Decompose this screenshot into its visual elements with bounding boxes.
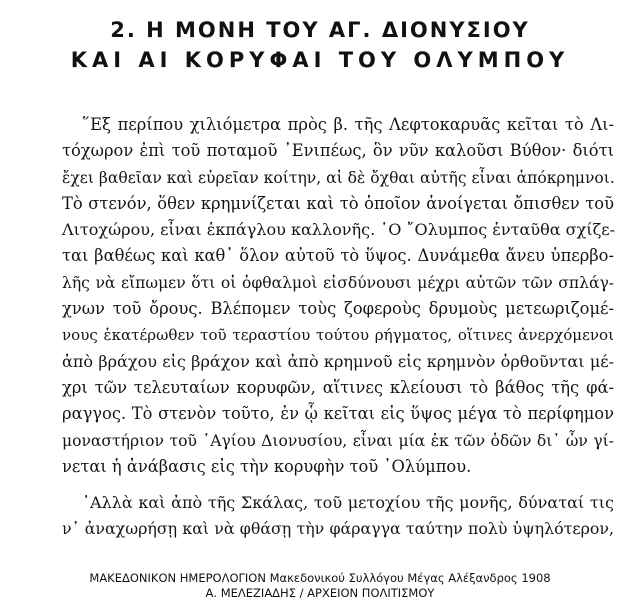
text-line: ραγγος. Τὸ στενὸν τοῦτο, ἐν ᾧ κεῖται εἰς ὕψος μέγα τὸ περίφημον	[62, 404, 614, 424]
text-line: ν᾽ ἀναχωρήσῃ καὶ νὰ φθάσῃ τὴν φάραγγα ταύτην πολὺ ὑψηλότερον,	[62, 519, 614, 539]
paragraph-gap	[62, 480, 614, 490]
text-line: ᾿Αλλὰ καὶ ἀπὸ τῆς Σκάλας, τοῦ μετοχίου τῆς μονῆς, δύναταί τις	[82, 493, 614, 513]
article-body	[62, 112, 614, 543]
text-line: νους ἑκατέρωθεν τοῦ τεραστίου τούτου ρήγματος, οἵτινες ἀνερχόμενοι	[62, 326, 614, 345]
text-line: ῞Εξ περίπου χιλιόμετρα πρὸς β. τῆς Λεφτοκαρυᾶς κεῖται τὸ Λι-	[82, 115, 614, 134]
text-line: Λιτοχώρου, εἶναι ἐκπάγλου καλλονῆς. ῾Ο ῎Ολυμπος ἐνταῦθα σχίζε-	[62, 220, 615, 240]
text-line: λῆς νὰ εἴπωμεν ὅτι οἱ ὀφθαλμοὶ εἰσδύνουσι μέχρι αὐτῶν τῶν σπλάγ-	[62, 273, 614, 292]
text-line: ἀπὸ βράχου εἰς βράχον καὶ ἀπὸ κρημνοῦ εἰς κρημνὸν ὀρθοῦνται μέ-	[62, 351, 614, 371]
text-line: ται βαθέως καὶ καθ᾽ ὅλον αὐτοῦ τὸ ὕψος. Δυνάμεθα ἄνευ ὑπερβο-	[62, 246, 614, 266]
archive-credit: Α. ΜΕΛΕΖΙΑΔΗΣ / ΑΡΧΕΙΟΝ ΠΟΛΙΤΙΣΜΟΥ	[205, 586, 435, 600]
paragraph	[62, 490, 614, 543]
text-line: Τὸ στενόν, ὅθεν κρημνίζεται καὶ τὸ ὁποῖον ἀνοίγεται ὄπισθεν τοῦ	[62, 193, 614, 213]
text-line: ἔχει βαθεῖαν καὶ εὐρεῖαν κοίτην, αἱ δὲ ὄχθαι αὐτῆς εἶναι ἀπόκρημνοι.	[62, 168, 615, 187]
text-line: τόχωρον ἐπὶ τοῦ ποταμοῦ ᾿Ενιπέως, ὃν νῦν καλοῦσι Βύθον· διότι	[62, 141, 614, 161]
source-caption: ΜΑΚΕΔΟΝΙΚΟΝ ΗΜΕΡΟΛΟΓΙΟΝ Μακεδονικού Συλλόγου Μέγας Αλέξανδρος 1908	[89, 571, 551, 585]
heading-line-2: ΚΑΙ ΑΙ ΚΟΡΥΦΑΙ ΤΟΥ ΟΛΥΜΠΟΥ	[70, 48, 570, 72]
heading-line-1: 2. Η ΜΟΝΗ ΤΟΥ ΑΓ. ΔΙΟΝΥΣΙΟΥ	[110, 18, 530, 42]
text-line: χνων τοῦ ὄρους. Βλέπομεν τοὺς ζοφεροὺς δρυμοὺς μετεωριζομέ-	[62, 299, 614, 319]
text-line: μοναστήριον τοῦ ῾Αγίου Διονυσίου, εἶναι μία ἐκ τῶν ὁδῶν δι᾽ ὧν γί-	[62, 431, 614, 450]
text-line: νεται ἡ ἀνάβασις εἰς τὴν κορυφὴν τοῦ ᾿Ολύμπου.	[62, 456, 472, 476]
paragraph	[62, 112, 614, 480]
text-line: χρι τῶν τελευταίων κορυφῶν, αἵτινες κλείουσι τὸ βάθος τῆς φά-	[62, 377, 614, 397]
